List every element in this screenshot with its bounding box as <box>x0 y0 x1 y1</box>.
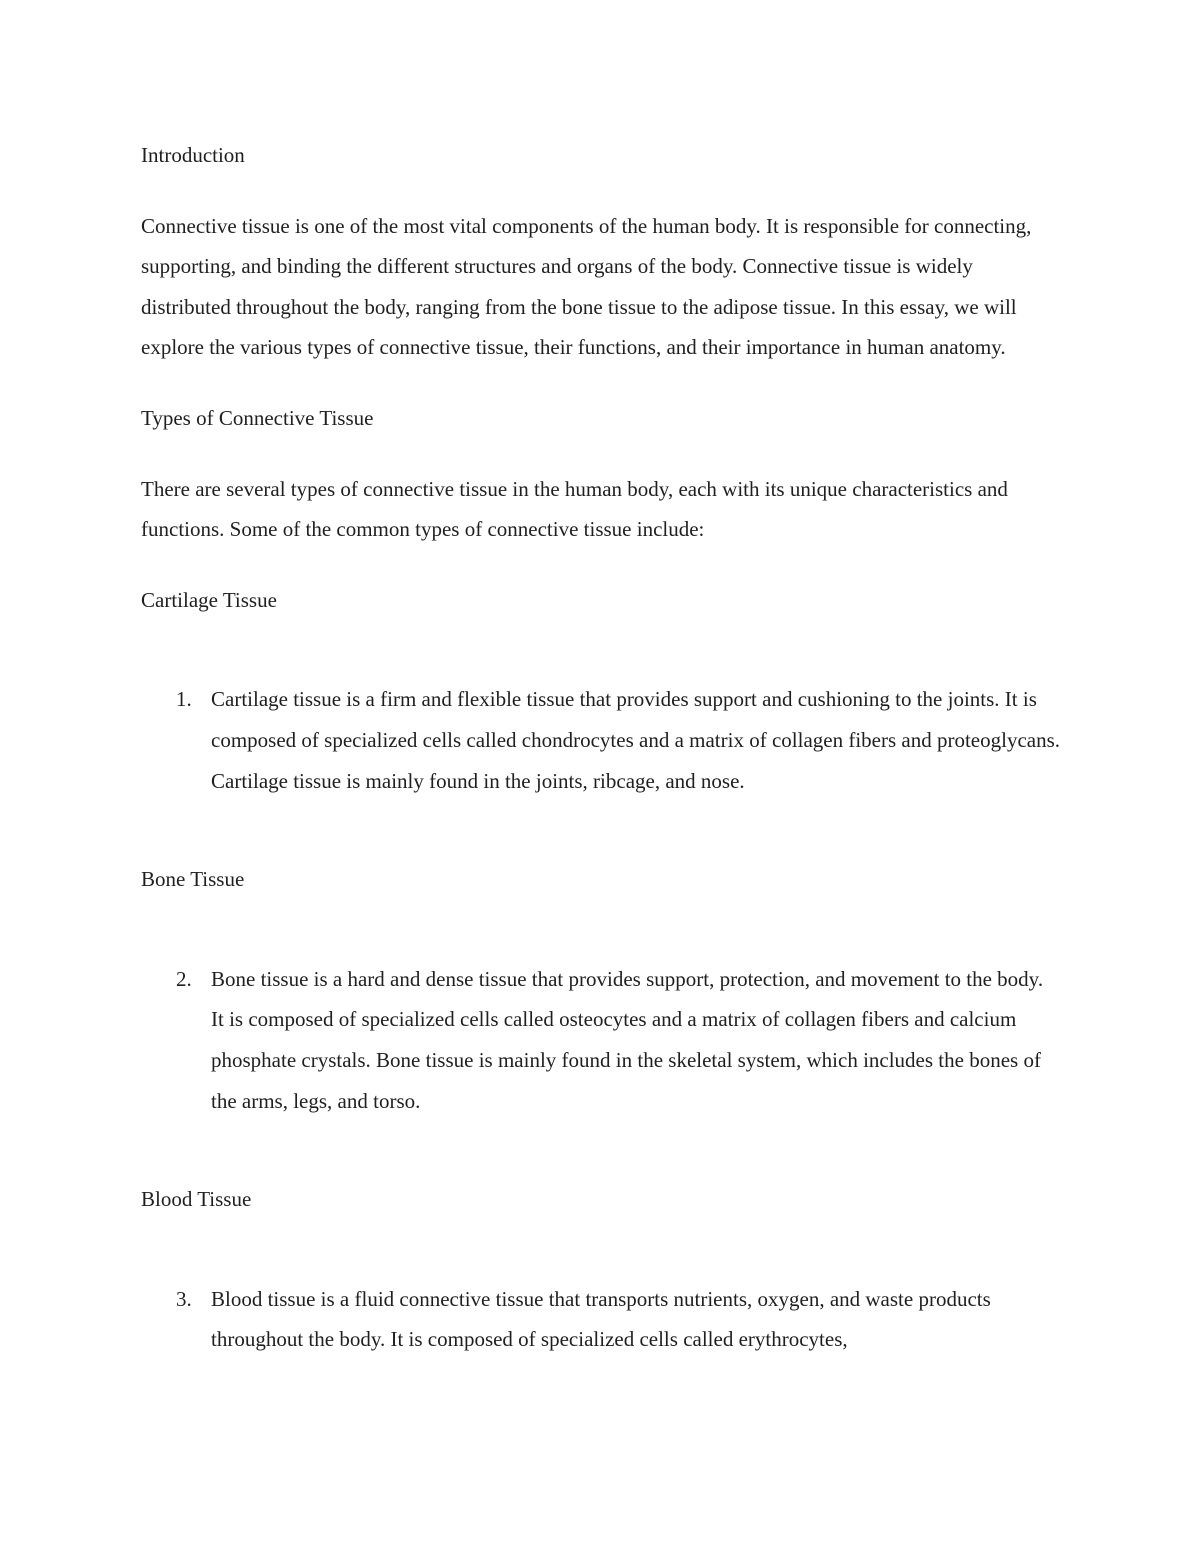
list-item-blood <box>141 1279 1061 1360</box>
types-paragraph: There are several types of connective tissue in the human body, each with its unique characteristics and functions. Some of the common types of connective tissue include: <box>141 476 1008 542</box>
intro-paragraph: Connective tissue is one of the most vital components of the human body. It is responsible for connecting, supporting, and binding the different structures and organs of the body. Connective tissue is widely distributed throughout the body, ranging from the bone tissue to the adipose tissue. In this essay, we will explore the various types of connective tissue, their functions, and their importance in human anatomy. <box>141 213 1032 360</box>
document-body <box>141 135 1061 1418</box>
section-heading-bone: Bone Tissue <box>141 867 245 892</box>
section-heading-cartilage: Cartilage Tissue <box>141 587 277 612</box>
list-item-bone <box>141 959 1061 1121</box>
list-number: 2. <box>176 966 192 991</box>
intro-heading: Introduction <box>141 143 245 167</box>
list-item-text: Bone tissue is a hard and dense tissue that provides support, protection, and movement to the body. It is composed of specialized cells called osteocytes and a matrix of collagen fibers and calcium phosphate crystals. Bone tissue is mainly found in the skeletal system, which includes the bones of the arms, legs, and torso. <box>211 966 1044 1113</box>
list-number: 3. <box>176 1286 192 1311</box>
section-heading-blood: Blood Tissue <box>141 1187 252 1212</box>
list-item-text: Cartilage tissue is a firm and flexible tissue that provides support and cushioning to the joints. It is composed of specialized cells called chondrocytes and a matrix of collagen fibers and proteoglycans. Cartilage tissue is mainly found in the joints, ribcage, and nose. <box>211 687 1061 793</box>
list-number: 1. <box>176 687 192 712</box>
list-item-text: Blood tissue is a fluid connective tissue that transports nutrients, oxygen, and waste products throughout the body. It is composed of specialized cells called erythrocytes, <box>211 1286 991 1352</box>
types-heading: Types of Connective Tissue <box>141 405 374 430</box>
list-item-cartilage <box>141 679 1061 801</box>
